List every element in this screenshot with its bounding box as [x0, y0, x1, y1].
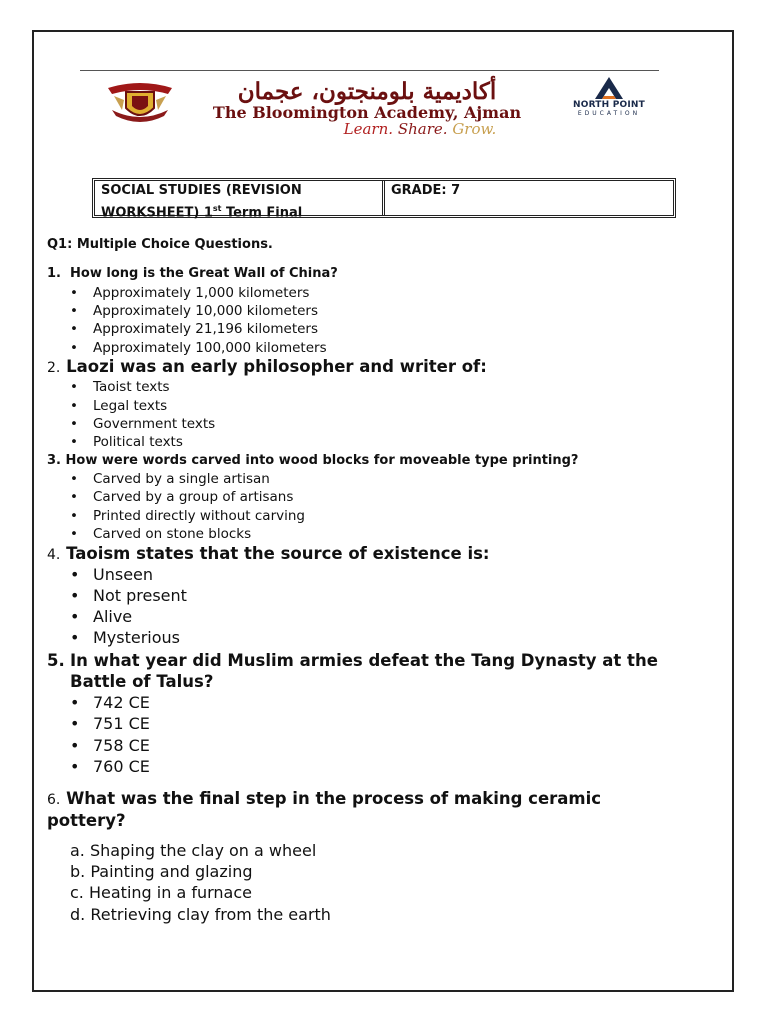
option: • Unseen: [93, 565, 153, 585]
option: • Political texts: [93, 433, 183, 451]
option-text: Heating in a furnace: [88, 883, 252, 902]
ordinal-suffix: st: [212, 204, 222, 213]
option-letter: b.: [70, 862, 86, 881]
option: • Government texts: [93, 415, 215, 433]
question-text: How were words carved into wood blocks for moveable type printing?: [65, 453, 579, 468]
option: • Alive: [93, 607, 132, 627]
option-letter: c.: [70, 883, 84, 902]
option-text: Shaping the clay on a wheel: [89, 841, 317, 860]
option: • Taoist texts: [93, 378, 170, 396]
option-text: Painting and glazing: [90, 862, 253, 881]
option-letter: a.: [70, 841, 85, 860]
option: • Legal texts: [93, 397, 167, 415]
motto-grow: Grow.: [452, 120, 497, 138]
option: • 751 CE: [93, 714, 150, 734]
school-name-english: The Bloomington Academy, Ajman: [212, 103, 522, 122]
question-6: [47, 788, 601, 811]
question-6-text-line-2: pottery?: [47, 811, 126, 830]
question-1: [47, 265, 338, 283]
school-name-arabic: أكاديمية بلومنجتون، عجمان: [237, 78, 497, 105]
question-3: [47, 452, 578, 470]
option: • Carved by a single artisan: [93, 470, 270, 488]
option-text: Retrieving clay from the earth: [90, 905, 331, 924]
subject-term-text: Term Final: [221, 205, 303, 221]
subject-line-2: [101, 200, 376, 222]
question-number: 4.: [47, 547, 61, 563]
motto-share: Share.: [397, 120, 448, 138]
question-5-number: 5.: [47, 651, 65, 670]
school-crest-logo: [104, 80, 176, 126]
option: • Approximately 21,196 kilometers: [93, 320, 318, 338]
option: • Not present: [93, 586, 187, 606]
partner-subtitle: EDUCATION: [577, 110, 641, 117]
question-2: [47, 356, 487, 379]
question-number: 6.: [47, 792, 61, 808]
question-number: 2.: [47, 360, 61, 376]
question-text: How long is the Great Wall of China?: [70, 266, 338, 281]
grade-cell: GRADE: 7: [391, 183, 461, 198]
motto-learn: Learn.: [343, 120, 394, 138]
option: • Carved on stone blocks: [93, 525, 251, 543]
option: • 758 CE: [93, 736, 150, 756]
worksheet-info-table: [92, 178, 676, 221]
header-rule: [80, 70, 659, 71]
subject-worksheet-text: WORKSHEET) 1: [101, 205, 213, 221]
section-title: Q1: Multiple Choice Questions.: [47, 237, 273, 252]
option: • 742 CE: [93, 693, 150, 713]
question-text: Laozi was an early philosopher and writer of:: [66, 357, 487, 376]
north-point-logo: [558, 76, 660, 120]
subject-line-1: SOCIAL STUDIES (REVISION: [101, 183, 302, 198]
question-text-line-1: What was the final step in the process of making ceramic: [66, 789, 602, 808]
question-number: 3.: [47, 453, 61, 468]
north-point-a-icon: [558, 76, 660, 100]
option: • Printed directly without carving: [93, 507, 305, 525]
lettered-option: [70, 841, 316, 861]
option: • Carved by a group of artisans: [93, 488, 293, 506]
option: • 760 CE: [93, 757, 150, 777]
question-5-text-line-2: Battle of Talus?: [70, 672, 214, 691]
question-5-text-line-1: In what year did Muslim armies defeat the Tang Dynasty at the: [70, 651, 658, 670]
question-number: 1.: [47, 266, 61, 281]
option: • Approximately 10,000 kilometers: [93, 302, 318, 320]
question-text: Taoism states that the source of existence is:: [66, 544, 490, 563]
lettered-option: [70, 905, 331, 925]
school-motto: [300, 119, 540, 139]
option: • Approximately 100,000 kilometers: [93, 339, 327, 357]
question-4: [47, 543, 490, 566]
option: • Approximately 1,000 kilometers: [93, 284, 309, 302]
partner-name: NORTH POINT: [573, 100, 645, 110]
subject-cell: [95, 181, 385, 221]
option-letter: d.: [70, 905, 86, 924]
lettered-option: [70, 862, 253, 882]
lettered-option: [70, 883, 252, 903]
option: • Mysterious: [93, 628, 180, 648]
